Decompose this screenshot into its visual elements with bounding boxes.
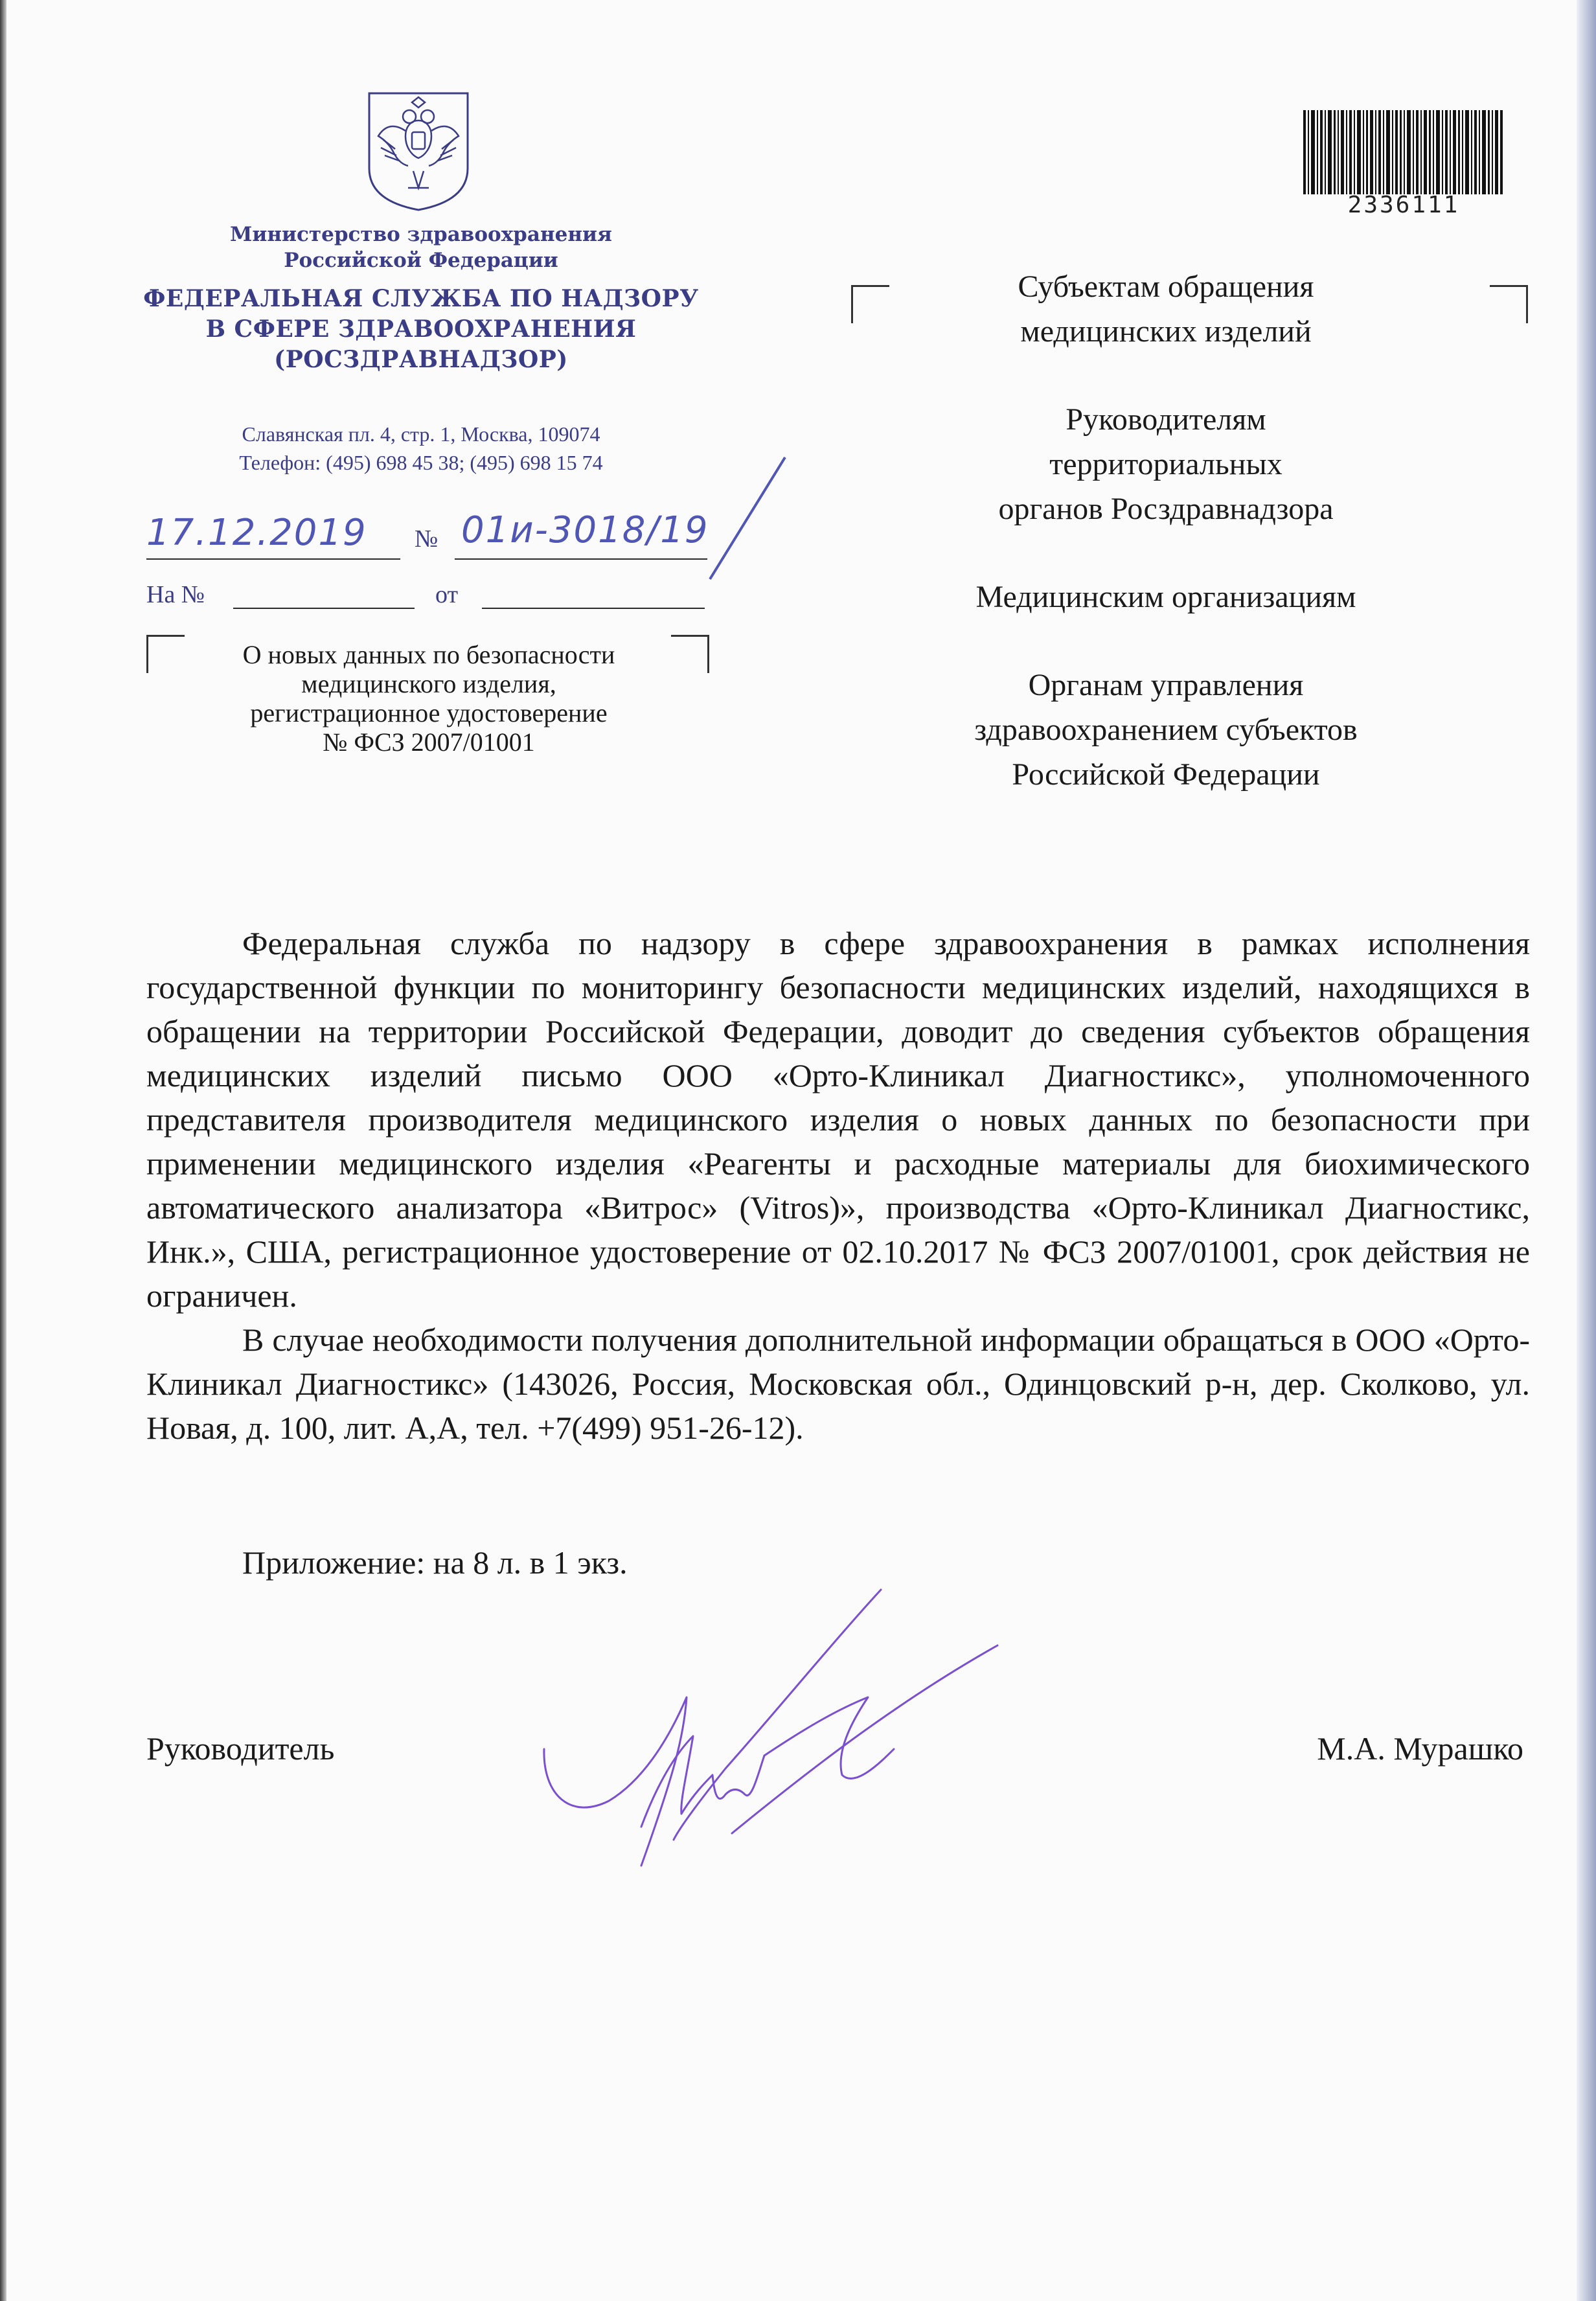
service-name: ФЕДЕРАЛЬНАЯ СЛУЖБА ПО НАДЗОРУ В СФЕРЕ ЗДРАВООХРАНЕНИЯ (РОСЗДРАВНАДЗОР) (143, 285, 699, 373)
scan-edge-left (0, 0, 6, 2301)
reply-date-underline (482, 608, 705, 609)
date-underline (146, 558, 400, 560)
letter-body (146, 921, 1530, 1450)
number-slash-mark (700, 453, 790, 583)
letter-subject: О новых данных по безопасности медицинского изделия, регистрационное удостоверение № ФСЗ 2007/01001 (242, 640, 615, 757)
body-paragraph: Федеральная служба по надзору в сфере здравоохранения в рамках исполнения государственной функции по мониторингу безопасности медицинских изделий, находящихся в обращении на территории Российской Федерации, доводит до сведения субъектов обращения медицинских изделий письмо ООО «Орто-Клиникал Диагностикс», уполномоченного представителя производителя медицинского изделия о новых данных по безопасности при применении медицинского изделия «Реагенты и расходные материалы для биохимического автоматического анализатора «Витрос» (Vitros)», производства «Орто-Клиникал Диагностикс, Инк.», США, регистрационное удостоверение от 02.10.2017 № ФСЗ 2007/01001, срок действия не ограничен. (146, 925, 1530, 1314)
barcode (1303, 110, 1504, 194)
recipients-corner-tr (1490, 285, 1528, 323)
appendix-note: Приложение: на 8 л. в 1 экз. (242, 1544, 628, 1581)
barcode-number: 2336111 (1347, 192, 1460, 218)
number-underline (455, 558, 707, 560)
scan-edge-right (1577, 0, 1596, 2301)
recipient: Органам управления здравоохранением субъектов Российской Федерации (974, 668, 1358, 792)
signer-name: М.А. Мурашко (1317, 1730, 1523, 1767)
handwritten-signature (531, 1581, 1010, 1885)
reply-label: На № (146, 581, 205, 608)
recipients-list (894, 264, 1438, 797)
service-address: Славянская пл. 4, стр. 1, Москва, 109074 Телефон: (495) 698 45 38; (495) 698 15 74 (239, 422, 603, 474)
number-sign: № (415, 525, 439, 553)
signer-role: Руководитель (146, 1730, 335, 1767)
from-label: от (435, 581, 459, 608)
reply-number-underline (233, 608, 415, 609)
body-paragraph: В случае необходимости получения дополнительной информации обращаться в ООО «Орто-Клиникал Диагностикс» (143026, Россия, Московская обл., Одинцовский р-н, дер. Сколково, ул. Новая, д. 100, лит. А,А, тел. +7(499) 951-26-12). (146, 1322, 1530, 1446)
registration-number: 01и-3018/19 (461, 509, 709, 551)
ministry-name: Министерство здравоохранения Российской Федерации (230, 223, 612, 272)
registration-date: 17.12.2019 (146, 512, 367, 554)
coat-of-arms-icon (365, 91, 472, 212)
recipient: Руководителям территориальных органов Росздравнадзора (998, 402, 1334, 526)
recipients-corner-tl (851, 285, 889, 323)
recipient: Медицинским организациям (975, 580, 1356, 614)
recipient: Субъектам обращения медицинских изделий (1018, 269, 1314, 349)
